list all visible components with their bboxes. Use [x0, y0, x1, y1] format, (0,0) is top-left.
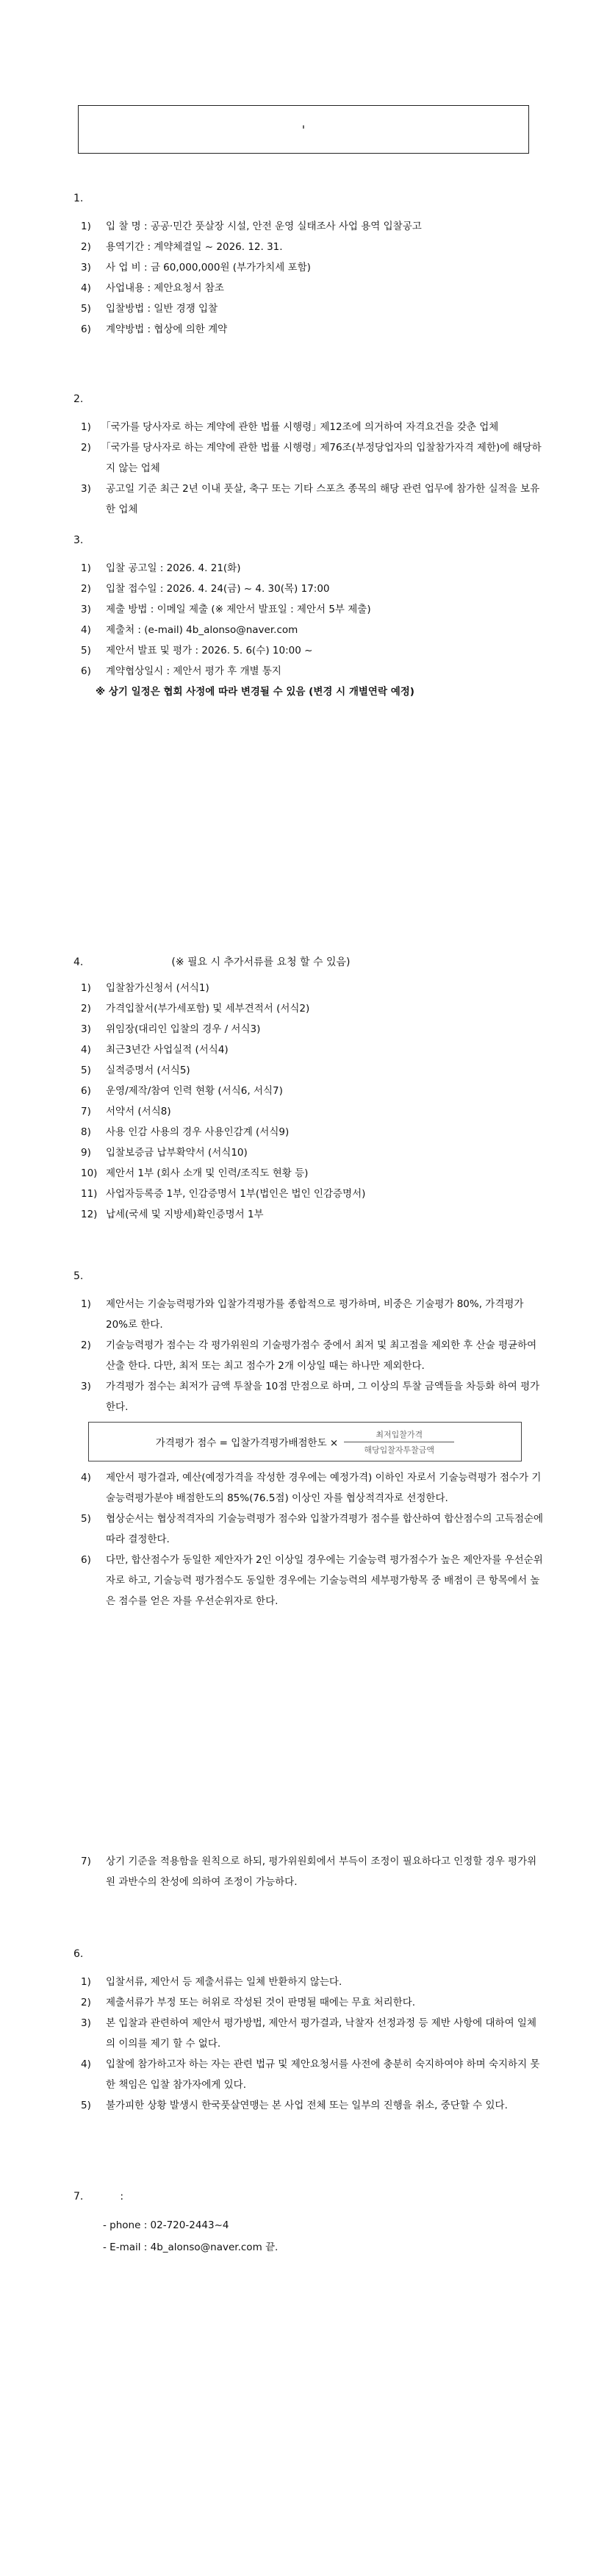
list-item-text: 기술능력평가 점수는 각 평가위원의 기술평가점수 중에서 최저 및 최고점을 제외한 후 산술 평균하여 산출 한다. 다만, 최저 또는 최고 점수가 2개 이상일 때는 하나만 제외한다.: [106, 1339, 537, 1372]
list-item: [73, 579, 544, 599]
section-3: [73, 534, 544, 702]
list-item: [73, 661, 544, 681]
list-item-text: 제안서 1부 (회사 소개 및 인력/조직도 현황 등): [106, 1167, 309, 1179]
list-item-text: 입찰서류, 제안서 등 제출서류는 일체 반환하지 않는다.: [106, 1976, 342, 1988]
list-item-text: 제안서는 기술능력평가와 입찰가격평가를 종합적으로 평가하며, 비중은 기술평가 80%, 가격평가 20%로 한다.: [106, 1298, 524, 1331]
list-item: [73, 1851, 544, 1892]
list-item-number: 1): [81, 982, 91, 994]
section-7-colon: :: [120, 2191, 124, 2203]
list-item-number: 6): [81, 1554, 91, 1566]
section-2-list: [73, 417, 544, 520]
contact-email: - E-mail : 4b_alonso@naver.com 끝.: [103, 2242, 279, 2253]
list-item-text: 사용 인감 사용의 경우 사용인감계 (서식9): [106, 1126, 290, 1138]
list-item-text: 사 업 비 : 금 60,000,000원 (부가가치세 포함): [106, 262, 311, 273]
section-2: [73, 393, 544, 520]
list-item: [73, 1142, 544, 1163]
list-item: [73, 1335, 544, 1376]
list-item: [73, 1060, 544, 1081]
list-item: [73, 1204, 544, 1225]
list-item-text: 계약방법 : 협상에 의한 계약: [106, 323, 228, 335]
title-box: [78, 105, 529, 154]
document-title: ': [301, 122, 306, 137]
list-item-number: 2): [81, 583, 91, 595]
list-item: [73, 978, 544, 998]
list-item: [73, 417, 544, 437]
list-item-text: 불가피한 상황 발생시 한국풋살연맹는 본 사업 전체 또는 일부의 진행을 취소, 중단할 수 있다.: [106, 2100, 508, 2111]
schedule-change-note: ※ 상기 일정은 협회 사정에 따라 변경될 수 있음 (변경 시 개별연락 예정): [96, 686, 414, 698]
list-item: [73, 599, 544, 620]
price-score-formula: [88, 1422, 522, 1461]
section-5-list-b: [73, 1467, 544, 1611]
list-item-text: 제출처 : (e-mail) 4b_alonso@naver.com: [106, 624, 298, 636]
list-item-number: 12): [81, 1209, 98, 1220]
list-item-number: 1): [81, 562, 91, 574]
list-item: [73, 257, 544, 278]
section-6-heading: 6.: [73, 1948, 84, 1960]
list-item-text: 용역기간 : 계약체결일 ~ 2026. 12. 31.: [106, 241, 283, 253]
list-item-text: 최근3년간 사업실적 (서식4): [106, 1044, 229, 1056]
list-item: [73, 1294, 544, 1335]
section-6-list: [73, 1972, 544, 2116]
list-item: [73, 1467, 544, 1509]
list-item-text: 제안서 평가결과, 예산(예정가격을 작성한 경우에는 예정가격) 이하인 자로서 기술능력평가 점수가 기술능력평가분야 배점한도의 85%(76.5점) 이상인 자를 협상적격자로 선정한다.: [106, 1472, 542, 1504]
list-item-number: 5): [81, 1513, 91, 1525]
list-item-text: 납세(국세 및 지방세)확인증명서 1부: [106, 1209, 264, 1220]
list-item-number: 3): [81, 2017, 91, 2029]
section-4-heading: [73, 954, 544, 969]
section-7-heading: [73, 2191, 544, 2205]
list-item-text: 계약협상일시 : 제안서 평가 후 개별 통지: [106, 665, 281, 677]
list-item: [73, 278, 544, 298]
list-item: [73, 1509, 544, 1550]
list-item-number: 7): [81, 1856, 91, 1867]
list-item-text: 입 찰 명 : 공공·민간 풋살장 시설, 안전 운영 실태조사 사업 용역 입찰공고: [106, 221, 422, 232]
list-item-text: 사업내용 : 제안요청서 참조: [106, 282, 224, 294]
list-item-number: 5): [81, 2100, 91, 2111]
section-4-list: [73, 978, 544, 1225]
list-item: [73, 216, 544, 237]
list-item-text: 입찰 공고일 : 2026. 4. 21(화): [106, 562, 241, 574]
list-item-text: 가격평가 점수는 최저가 금액 투찰을 10점 만점으로 하며, 그 이상의 투찰 금액들을 차등화 하여 평가한다.: [106, 1381, 540, 1413]
list-item-number: 3): [81, 1381, 91, 1392]
list-item-number: 2): [81, 1997, 91, 2008]
list-item: [73, 620, 544, 640]
list-item-number: 7): [81, 1106, 91, 1117]
list-item: [73, 640, 544, 661]
list-item-text: 서약서 (서식8): [106, 1106, 171, 1117]
list-item: [73, 298, 544, 319]
list-item-text: 제출서류가 부정 또는 허위로 작성된 것이 판명될 때에는 무효 처리한다.: [106, 1997, 416, 2008]
list-item-number: 3): [81, 483, 91, 495]
list-item-number: 2): [81, 1003, 91, 1015]
list-item: [73, 1019, 544, 1040]
section-7: [73, 2191, 544, 2258]
list-item: [73, 2013, 544, 2054]
list-item: [73, 479, 544, 520]
list-item-number: 8): [81, 1126, 91, 1138]
list-item-text: 입찰에 참가하고자 하는 자는 관련 법규 및 제안요청서를 사전에 충분히 숙지하여야 하며 숙지하지 못한 책임은 입찰 참가자에게 있다.: [106, 2058, 540, 2091]
list-item-text: 다만, 합산점수가 동일한 제안자가 2인 이상일 경우에는 기술능력 평가점수가 높은 제안자를 우선순위자로 하고, 기술능력 평가점수도 동일한 경우에는 기술능력의 세부평가항목 중 배점이 큰 항목에서 높은 점수를 얻은 자를 우선순위자로 한다.: [106, 1554, 543, 1607]
list-item-text: 입찰방법 : 일반 경쟁 입찰: [106, 303, 218, 315]
list-item-number: 3): [81, 262, 91, 273]
list-item-text: 제안서 발표 및 평가 : 2026. 5. 6(수) 10:00 ~: [106, 645, 313, 656]
list-item: [73, 2054, 544, 2095]
section-5: [73, 1270, 544, 1611]
list-item-text: 상기 기준을 적용함을 원칙으로 하되, 평가위원회에서 부득이 조정이 필요하다고 인정할 경우 평가위원 과반수의 찬성에 의하여 조정이 가능하다.: [106, 1856, 537, 1888]
list-item-text: 본 입찰과 관련하여 제안서 평가방법, 제안서 평가결과, 낙찰자 선정과정 등 제반 사항에 대하여 일체의 이의를 제기 할 수 없다.: [106, 2017, 537, 2050]
list-item: [73, 1040, 544, 1060]
list-item: [73, 1122, 544, 1142]
list-item-number: 1): [81, 1976, 91, 1988]
list-item: [73, 1081, 544, 1101]
list-item-text: 가격입찰서(부가세포함) 및 세부견적서 (서식2): [106, 1003, 310, 1015]
list-item-number: 4): [81, 2058, 91, 2070]
section-5-continued: [73, 1851, 544, 1892]
section-5-heading: 5.: [73, 1270, 84, 1282]
list-item-text: 입찰보증금 납부확약서 (서식10): [106, 1147, 248, 1159]
list-item-number: 2): [81, 442, 91, 454]
list-item-number: 6): [81, 665, 91, 677]
list-item-text: ｢국가를 당사자로 하는 계약에 관한 법률 시행령｣ 제76조(부정당업자의 입찰참가자격 제한)에 해당하지 않는 업체: [106, 442, 542, 474]
list-item-number: 1): [81, 1298, 91, 1310]
section-2-heading: 2.: [73, 393, 84, 405]
list-item-number: 6): [81, 1085, 91, 1097]
list-item: [73, 237, 544, 257]
section-5-list-a: [73, 1294, 544, 1417]
list-item-text: 제출 방법 : 이메일 제출 (※ 제안서 발표일 : 제안서 5부 제출): [106, 604, 371, 615]
list-item: [73, 1101, 544, 1122]
list-item: [73, 437, 544, 479]
formula-fraction: [344, 1428, 454, 1456]
section-4-number: 4.: [73, 956, 84, 968]
list-item-number: 2): [81, 1339, 91, 1351]
list-item-number: 11): [81, 1188, 98, 1200]
list-item-number: 3): [81, 604, 91, 615]
section-7-number: 7.: [73, 2191, 84, 2203]
list-item-text: ｢국가를 당사자로 하는 계약에 관한 법률 시행령｣ 제12조에 의거하여 자격요건을 갖춘 업체: [106, 421, 499, 433]
list-item-number: 10): [81, 1167, 98, 1179]
list-item: [73, 319, 544, 340]
list-item-text: 입찰참가신청서 (서식1): [106, 982, 209, 994]
section-4-note: (※ 필요 시 추가서류를 요청 할 수 있음): [171, 956, 351, 968]
list-item-number: 2): [81, 241, 91, 253]
section-3-heading: 3.: [73, 534, 84, 546]
list-item-number: 5): [81, 645, 91, 656]
list-item-number: 5): [81, 1065, 91, 1076]
list-item-number: 4): [81, 624, 91, 636]
list-item-number: 9): [81, 1147, 91, 1159]
list-item-number: 3): [81, 1023, 91, 1035]
section-1: [73, 193, 544, 340]
formula-numerator: 최저입찰가격: [376, 1429, 423, 1439]
section-1-heading: 1.: [73, 193, 84, 204]
list-item-number: 4): [81, 1044, 91, 1056]
list-item: [73, 1992, 544, 2013]
list-item: [73, 1972, 544, 1992]
list-item-number: 1): [81, 421, 91, 433]
section-1-list: [73, 216, 544, 340]
list-item: [73, 558, 544, 579]
list-item: [73, 1376, 544, 1417]
list-item-text: 실적증명서 (서식5): [106, 1065, 190, 1076]
list-item-text: 공고일 기준 최근 2년 이내 풋살, 축구 또는 기타 스포츠 종목의 해당 관련 업무에 참가한 실적을 보유한 업체: [106, 483, 540, 515]
list-item-text: 사업자등록증 1부, 인감증명서 1부(법인은 법인 인감증명서): [106, 1188, 366, 1200]
list-item-text: 협상순서는 협상적격자의 기술능력평가 점수와 입찰가격평가 점수를 합산하여 합산점수의 고득점순에 따라 결정한다.: [106, 1513, 544, 1545]
list-item: [73, 998, 544, 1019]
list-item-text: 입찰 접수일 : 2026. 4. 24(금) ~ 4. 30(목) 17:00: [106, 583, 330, 595]
section-3-list: [73, 558, 544, 681]
contact-phone: - phone : 02-720-2443~4: [103, 2219, 229, 2231]
list-item-text: 운영/제작/참여 인력 현황 (서식6, 서식7): [106, 1085, 283, 1097]
list-item-text: 위임장(대리인 입찰의 경우 / 서식3): [106, 1023, 261, 1035]
list-item: [73, 2095, 544, 2116]
section-5-list-c: [73, 1851, 544, 1892]
list-item-number: 4): [81, 282, 91, 294]
section-4: [73, 954, 544, 1225]
list-item-number: 1): [81, 221, 91, 232]
list-item: [73, 1163, 544, 1184]
list-item-number: 6): [81, 323, 91, 335]
list-item-number: 4): [81, 1472, 91, 1484]
section-6: [73, 1948, 544, 2116]
formula-left: 가격평가 점수 = 입찰가격평가배점한도 ×: [155, 1437, 339, 1449]
list-item-number: 5): [81, 303, 91, 315]
list-item: [73, 1550, 544, 1611]
list-item: [73, 1184, 544, 1204]
formula-denominator: 해당입찰자투찰금액: [364, 1445, 435, 1455]
